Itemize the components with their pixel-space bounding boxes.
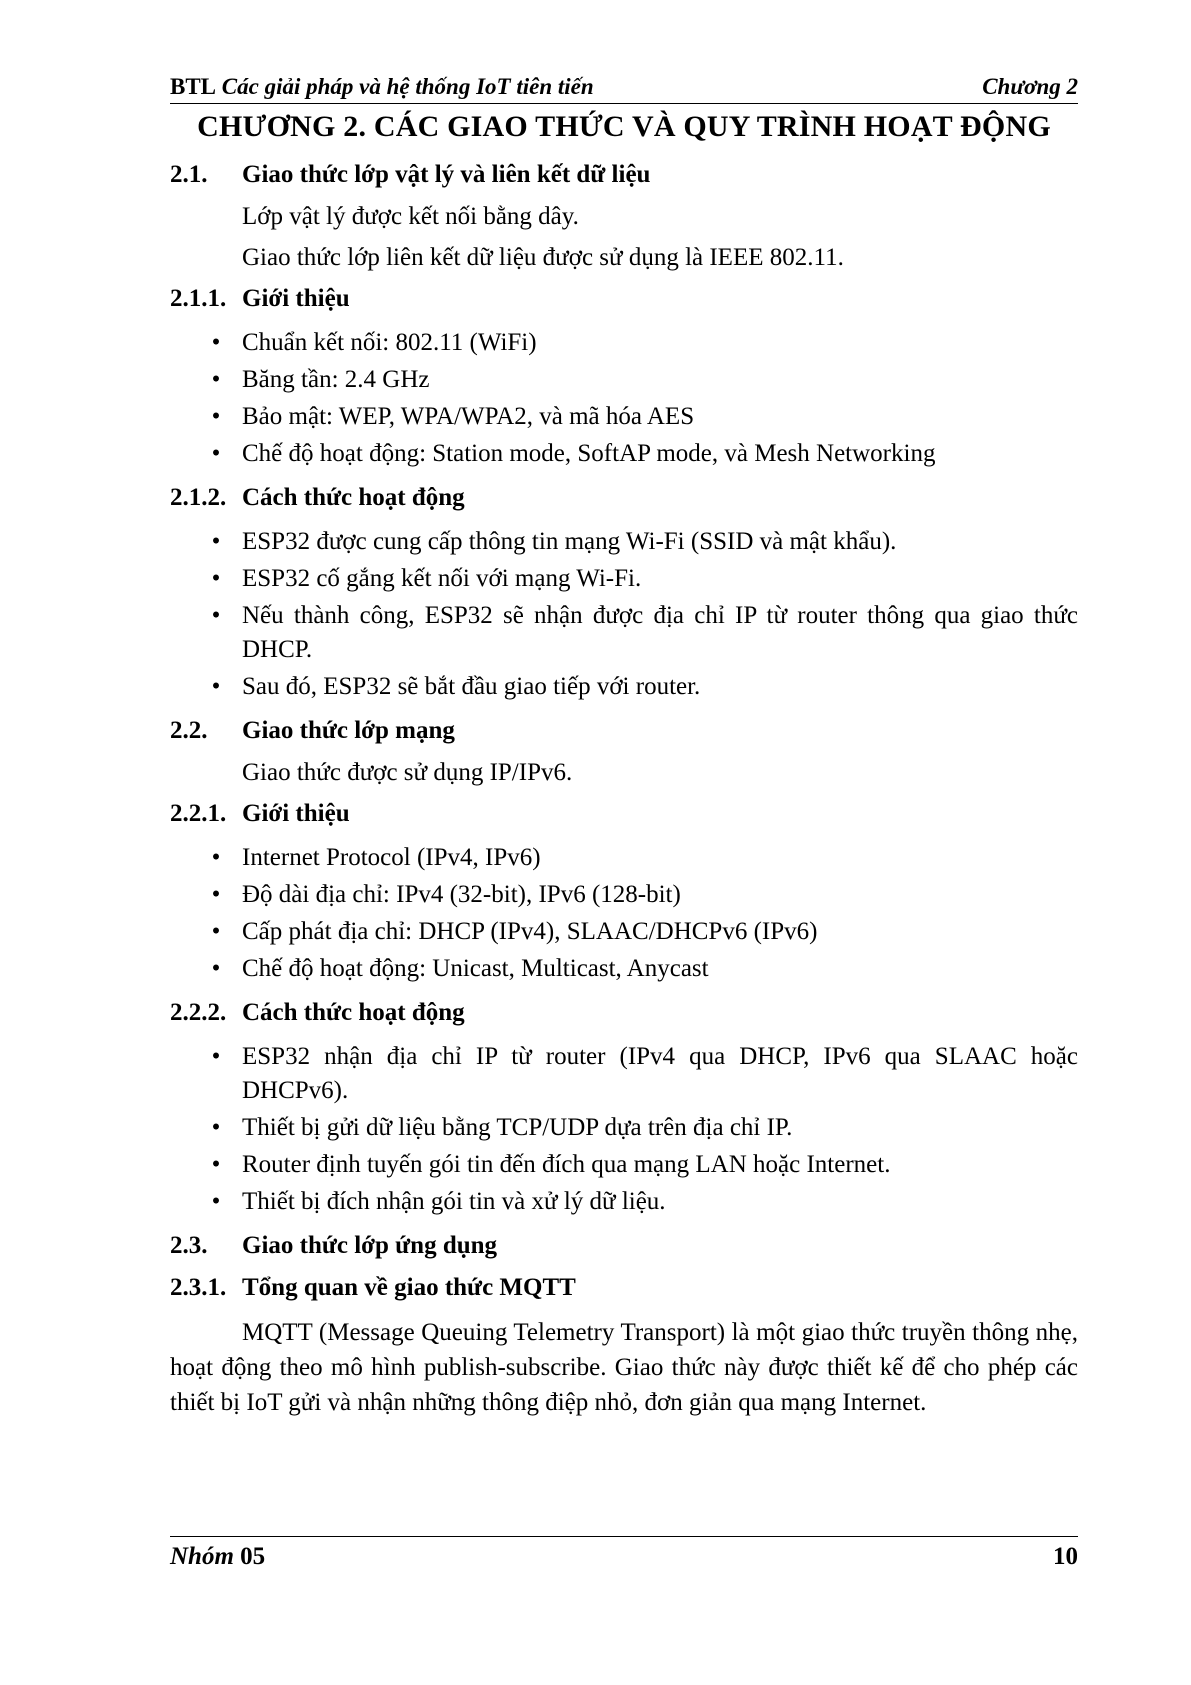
footer-group-label: Nhóm <box>170 1543 234 1570</box>
list-item-text: Thiết bị đích nhận gói tin và xử lý dữ liệu. <box>242 1188 666 1215</box>
bullet-icon: • <box>211 1114 221 1141</box>
bullet-icon: • <box>211 1188 221 1215</box>
heading-title: Cách thức hoạt động <box>242 484 465 511</box>
bullet-icon: • <box>211 1043 221 1070</box>
list-item <box>170 1111 1078 1145</box>
list-item <box>170 1040 1078 1108</box>
bullet-list <box>170 326 1078 471</box>
bullet-icon: • <box>211 955 221 982</box>
heading-number: 2.2.2. <box>170 999 227 1026</box>
heading-2-3 <box>170 1231 1078 1261</box>
list-item-text: Cấp phát địa chỉ: DHCP (IPv4), SLAAC/DHCPv6 (IPv6) <box>242 918 818 945</box>
heading-2-1 <box>170 160 1078 190</box>
list-item <box>170 525 1078 559</box>
page-footer <box>170 1536 1078 1571</box>
list-item-text: Băng tần: 2.4 GHz <box>242 366 430 393</box>
heading-2-2-1 <box>170 799 1078 829</box>
heading-title: Giới thiệu <box>242 800 350 827</box>
bullet-icon: • <box>211 403 221 430</box>
bullet-list <box>170 525 1078 704</box>
bullet-icon: • <box>211 565 221 592</box>
list-item <box>170 437 1078 471</box>
list-item <box>170 952 1078 986</box>
heading-number: 2.1.1. <box>170 285 227 312</box>
header-course-code: BTL <box>170 74 217 99</box>
list-item-text: Chế độ hoạt động: Station mode, SoftAP mode, và Mesh Networking <box>242 440 936 467</box>
heading-title: Giao thức lớp mạng <box>242 717 455 744</box>
list-item <box>170 599 1078 667</box>
header-course <box>170 74 594 100</box>
list-item-text: Bảo mật: WEP, WPA/WPA2, và mã hóa AES <box>242 403 695 430</box>
heading-number: 2.1.2. <box>170 484 227 511</box>
list-item-text: Sau đó, ESP32 sẽ bắt đầu giao tiếp với router. <box>242 673 701 700</box>
heading-2-2 <box>170 716 1078 746</box>
list-item-text: Router định tuyến gói tin đến đích qua mạng LAN hoặc Internet. <box>242 1151 891 1178</box>
header-course-title: Các giải pháp và hệ thống IoT tiên tiến <box>221 74 594 99</box>
footer-group-number: 05 <box>240 1543 266 1570</box>
list-item <box>170 1185 1078 1219</box>
list-item-text: Chuẩn kết nối: 802.11 (WiFi) <box>242 329 537 356</box>
bullet-icon: • <box>211 329 221 356</box>
list-item-text: Độ dài địa chỉ: IPv4 (32-bit), IPv6 (128-bit) <box>242 881 681 908</box>
list-item-text: Nếu thành công, ESP32 sẽ nhận được địa chỉ IP từ router thông qua giao thức DHCP. <box>242 602 1078 663</box>
heading-number: 2.2. <box>170 717 208 744</box>
heading-2-3-1 <box>170 1273 1078 1303</box>
footer-group <box>170 1543 265 1571</box>
document-page <box>170 74 1078 1420</box>
bullet-list <box>170 1040 1078 1219</box>
paragraph: MQTT (Message Queuing Telemetry Transport) là một giao thức truyền thông nhẹ, hoạt động theo mô hình publish-subscribe. Giao thức này được thiết kế để cho phép các thiết bị IoT gửi và nhận những thông điệp nhỏ, đơn giản qua mạng Internet. <box>170 1319 1078 1416</box>
heading-title: Giao thức lớp ứng dụng <box>242 1232 498 1259</box>
heading-number: 2.3. <box>170 1232 208 1259</box>
list-item <box>170 878 1078 912</box>
page-header <box>170 74 1078 104</box>
heading-title: Tổng quan về giao thức MQTT <box>242 1274 576 1301</box>
paragraph: Giao thức lớp liên kết dữ liệu được sử dụng là IEEE 802.11. <box>242 244 844 271</box>
list-item <box>170 1148 1078 1182</box>
list-item-text: Thiết bị gửi dữ liệu bằng TCP/UDP dựa trên địa chỉ IP. <box>242 1114 793 1141</box>
bullet-icon: • <box>211 918 221 945</box>
list-item <box>170 363 1078 397</box>
heading-title: Giao thức lớp vật lý và liên kết dữ liệu <box>242 161 651 188</box>
list-item <box>170 562 1078 596</box>
list-item-text: ESP32 được cung cấp thông tin mạng Wi-Fi (SSID và mật khẩu). <box>242 528 897 555</box>
list-item <box>170 670 1078 704</box>
list-item-text: ESP32 nhận địa chỉ IP từ router (IPv4 qua DHCP, IPv6 qua SLAAC hoặc DHCPv6). <box>242 1043 1078 1104</box>
bullet-icon: • <box>211 1151 221 1178</box>
heading-title: Giới thiệu <box>242 285 350 312</box>
bullet-icon: • <box>211 366 221 393</box>
heading-2-1-2 <box>170 483 1078 513</box>
list-item <box>170 400 1078 434</box>
list-item <box>170 915 1078 949</box>
bullet-icon: • <box>211 602 221 629</box>
list-item-text: ESP32 cố gắng kết nối với mạng Wi-Fi. <box>242 565 642 592</box>
bullet-icon: • <box>211 440 221 467</box>
heading-title: Cách thức hoạt động <box>242 999 465 1026</box>
heading-number: 2.2.1. <box>170 800 227 827</box>
header-chapter-label: Chương 2 <box>982 74 1078 99</box>
list-item <box>170 326 1078 360</box>
heading-number: 2.3.1. <box>170 1274 227 1301</box>
list-item-text: Chế độ hoạt động: Unicast, Multicast, Anycast <box>242 955 709 982</box>
paragraph: Giao thức được sử dụng IP/IPv6. <box>242 759 573 786</box>
bullet-icon: • <box>211 673 221 700</box>
list-item-text: Internet Protocol (IPv4, IPv6) <box>242 844 541 871</box>
bullet-list <box>170 841 1078 986</box>
list-item <box>170 841 1078 875</box>
bullet-icon: • <box>211 844 221 871</box>
heading-2-1-1 <box>170 284 1078 314</box>
page-number: 10 <box>1053 1543 1078 1570</box>
paragraph: Lớp vật lý được kết nối bằng dây. <box>242 203 579 230</box>
bullet-icon: • <box>211 881 221 908</box>
chapter-title: CHƯƠNG 2. CÁC GIAO THỨC VÀ QUY TRÌNH HOẠT ĐỘNG <box>197 110 1051 143</box>
heading-2-2-2 <box>170 998 1078 1028</box>
heading-number: 2.1. <box>170 161 208 188</box>
bullet-icon: • <box>211 528 221 555</box>
